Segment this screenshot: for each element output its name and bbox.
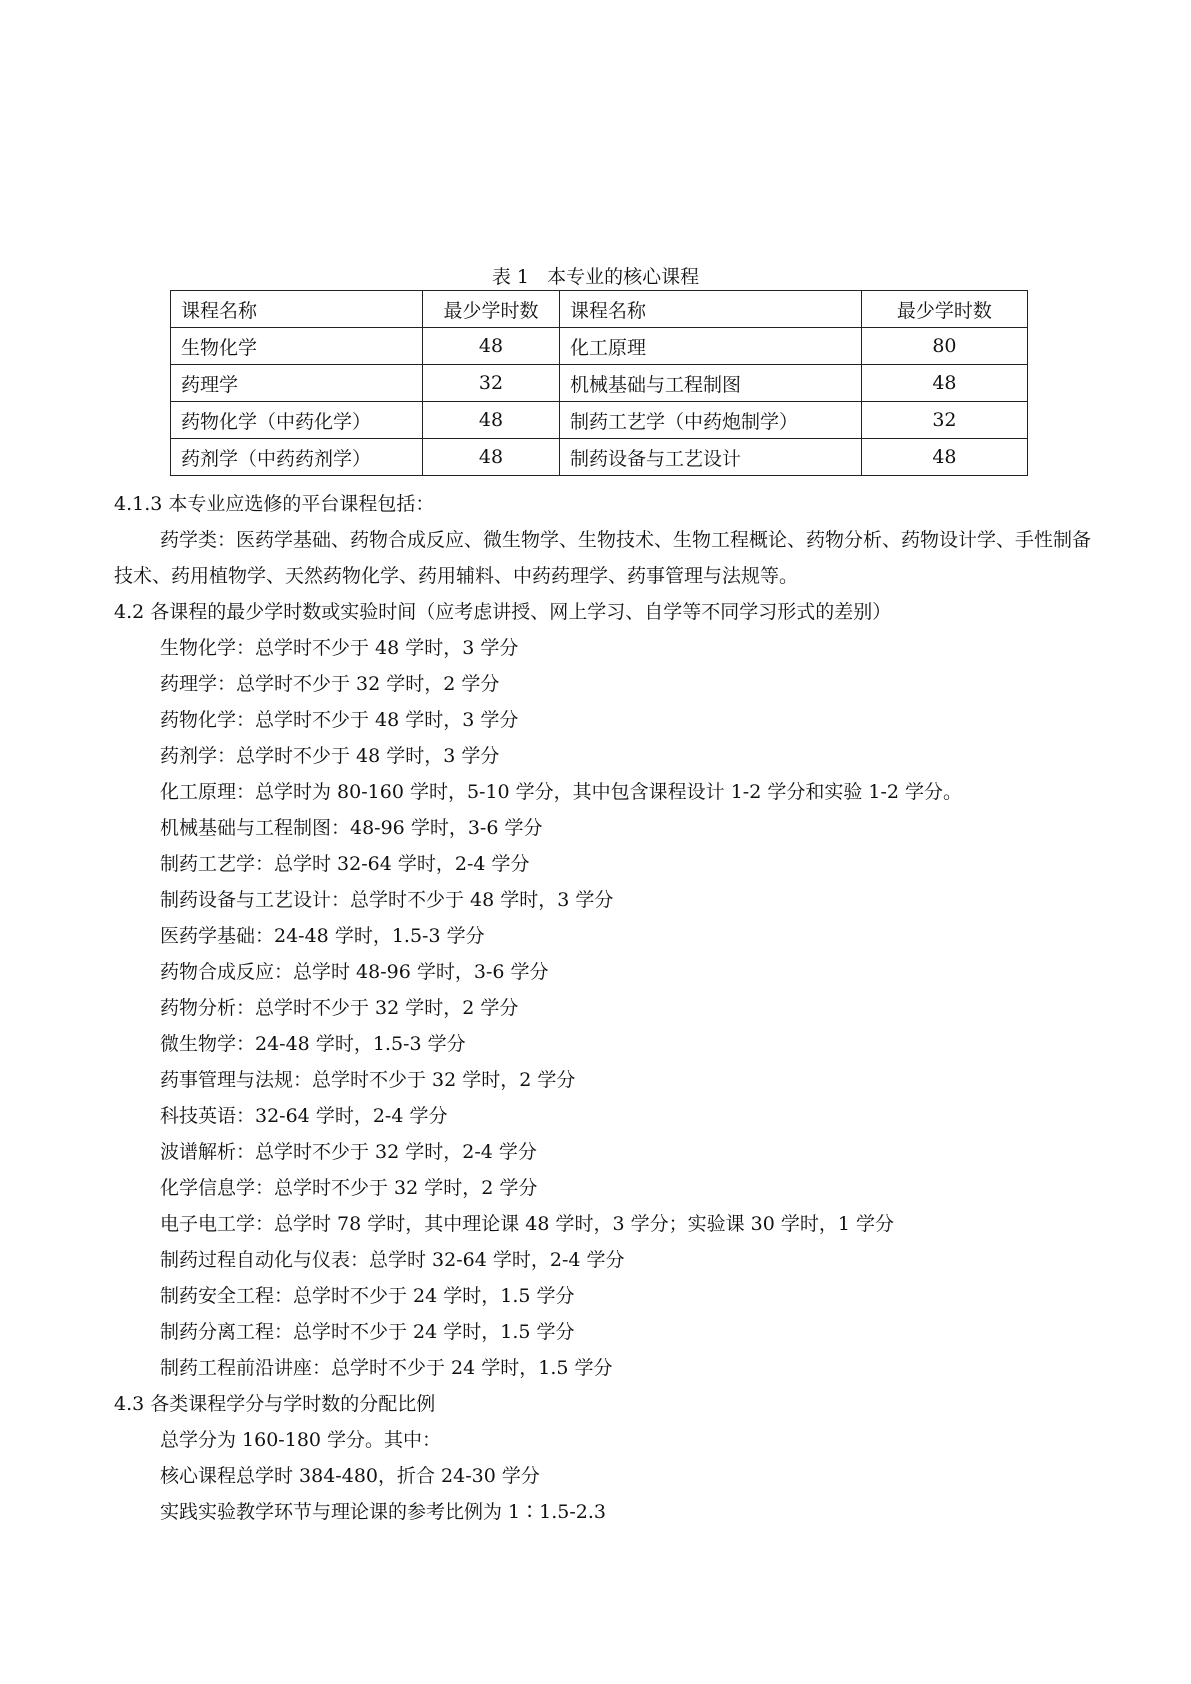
- list-item: 波谱解析：总学时不少于 32 学时，2-4 学分: [160, 1141, 537, 1163]
- section-heading-4-1-3: 4.1.3 本专业应选修的平台课程包括：: [114, 493, 435, 515]
- document-body: [114, 486, 1094, 1530]
- list-item: 科技英语：32-64 学时，2-4 学分: [160, 1105, 448, 1127]
- list-item: 制药工程前沿讲座：总学时不少于 24 学时，1.5 学分: [160, 1357, 613, 1379]
- column-header-course-name-2: 课程名称: [559, 291, 861, 328]
- list-item: 总学分为 160-180 学分。其中：: [160, 1429, 442, 1451]
- table-cell: 48: [423, 328, 560, 365]
- list-item: 制药工艺学：总学时 32-64 学时，2-4 学分: [160, 853, 530, 875]
- elective-courses-paragraph: 药学类：医药学基础、药物合成反应、微生物学、生物技术、生物工程概论、药物分析、药物设计学、手性制备技术、药用植物学、天然药物化学、药用辅料、中药药理学、药事管理与法规等。: [114, 529, 1092, 587]
- table-cell: 制药设备与工艺设计: [559, 439, 861, 476]
- list-item: 化学信息学：总学时不少于 32 学时，2 学分: [160, 1177, 538, 1199]
- table-cell: 药物化学（中药化学）: [171, 402, 423, 439]
- column-header-course-name: 课程名称: [171, 291, 423, 328]
- section-heading-4-2: 4.2 各课程的最少学时数或实验时间（应考虑讲授、网上学习、自学等不同学习形式的差别）: [114, 601, 892, 623]
- list-item: 微生物学：24-48 学时，1.5-3 学分: [160, 1033, 466, 1055]
- table-cell: 药剂学（中药药剂学）: [171, 439, 423, 476]
- table-cell: 化工原理: [559, 328, 861, 365]
- list-item: 药物化学：总学时不少于 48 学时，3 学分: [160, 709, 519, 731]
- table-cell: 制药工艺学（中药炮制学）: [559, 402, 861, 439]
- table-cell: 48: [861, 365, 1027, 402]
- list-item: 核心课程总学时 384-480，折合 24-30 学分: [160, 1465, 540, 1487]
- table-cell: 药理学: [171, 365, 423, 402]
- table-row: [171, 402, 1028, 439]
- list-item: 生物化学：总学时不少于 48 学时，3 学分: [160, 637, 519, 659]
- table-cell: 48: [861, 439, 1027, 476]
- table-cell: 32: [423, 365, 560, 402]
- list-item: 实践实验教学环节与理论课的参考比例为 1∶1.5-2.3: [160, 1501, 606, 1523]
- table-row: [171, 328, 1028, 365]
- table-cell: 48: [423, 402, 560, 439]
- list-item: 制药过程自动化与仪表：总学时 32-64 学时，2-4 学分: [160, 1249, 625, 1271]
- list-item: 制药安全工程：总学时不少于 24 学时，1.5 学分: [160, 1285, 575, 1307]
- table-row: [171, 439, 1028, 476]
- list-item: 医药学基础：24-48 学时，1.5-3 学分: [160, 925, 485, 947]
- table-cell: 生物化学: [171, 328, 423, 365]
- list-item: 药理学：总学时不少于 32 学时，2 学分: [160, 673, 500, 695]
- list-item: 制药分离工程：总学时不少于 24 学时，1.5 学分: [160, 1321, 575, 1343]
- list-item: 药事管理与法规：总学时不少于 32 学时，2 学分: [160, 1069, 576, 1091]
- list-item: 药剂学：总学时不少于 48 学时，3 学分: [160, 745, 500, 767]
- core-courses-table: [170, 290, 1028, 476]
- table-header-row: [171, 291, 1028, 328]
- column-header-min-hours: 最少学时数: [423, 291, 560, 328]
- table-cell: 48: [423, 439, 560, 476]
- table-caption: 表 1 本专业的核心课程: [491, 266, 700, 288]
- table-cell: 80: [861, 328, 1027, 365]
- table-cell: 32: [861, 402, 1027, 439]
- table-row: [171, 365, 1028, 402]
- list-item: 制药设备与工艺设计：总学时不少于 48 学时，3 学分: [160, 889, 614, 911]
- section-heading-4-3: 4.3 各类课程学分与学时数的分配比例: [114, 1393, 436, 1415]
- list-item: 机械基础与工程制图：48-96 学时，3-6 学分: [160, 817, 543, 839]
- column-header-min-hours-2: 最少学时数: [861, 291, 1027, 328]
- list-item: 药物分析：总学时不少于 32 学时，2 学分: [160, 997, 519, 1019]
- list-item: 化工原理：总学时为 80-160 学时，5-10 学分，其中包含课程设计 1-2 学分和实验 1-2 学分。: [160, 781, 963, 803]
- list-item: 电子电工学：总学时 78 学时，其中理论课 48 学时，3 学分；实验课 30 学时，1 学分: [160, 1213, 895, 1235]
- table-cell: 机械基础与工程制图: [559, 365, 861, 402]
- list-item: 药物合成反应：总学时 48-96 学时，3-6 学分: [160, 961, 549, 983]
